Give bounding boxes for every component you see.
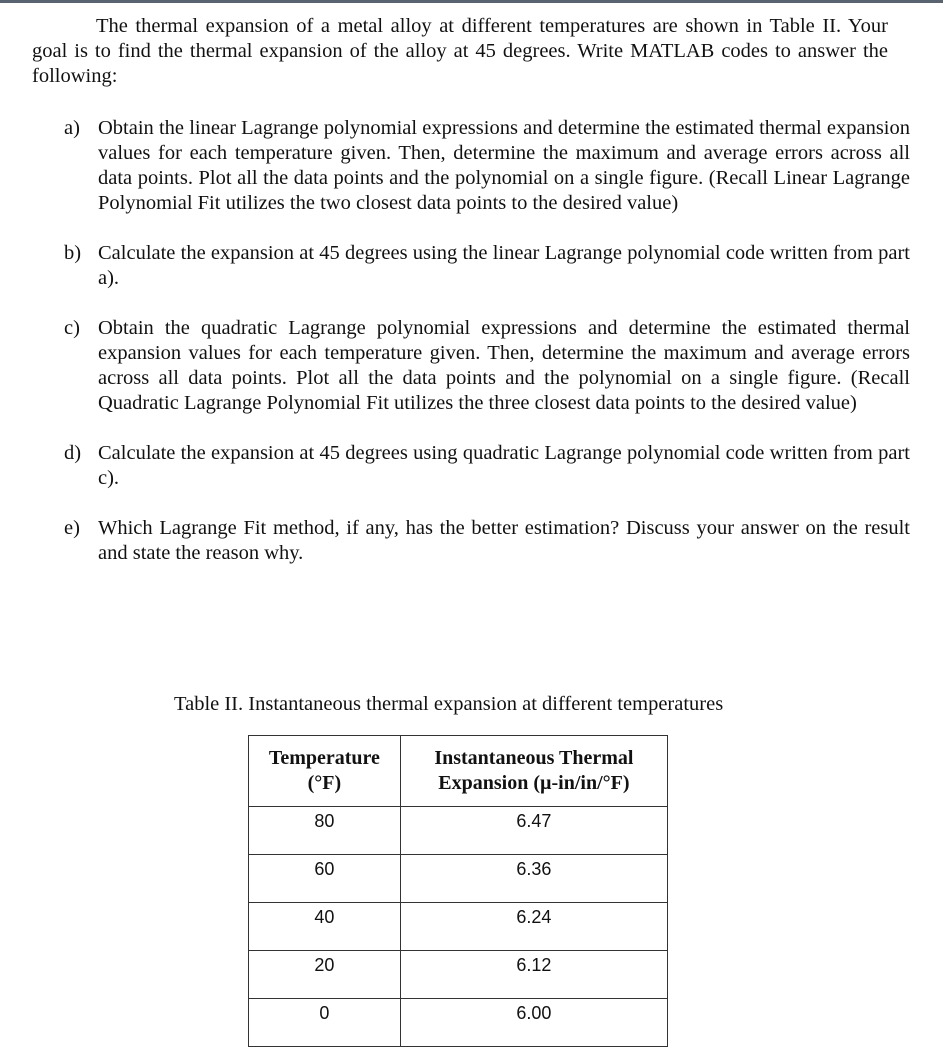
expansion-cell: 6.47 (400, 807, 667, 855)
question-item-e (64, 516, 910, 566)
question-label: d) (64, 442, 82, 464)
table-caption: Table II. Instantaneous thermal expansion at different temperatures (174, 693, 724, 715)
question-text: Calculate the expansion at 45 degrees using the linear Lagrange polynomial code written from part a). (98, 242, 910, 289)
question-item-c (64, 316, 910, 416)
header-expansion (400, 736, 667, 807)
question-text: Obtain the quadratic Lagrange polynomial expressions and determine the estimated thermal expansion values for each temperature given. Then, determine the maximum and average errors across all data points. Plot all the data points and the polynomial on a single figure. (Recall Quadratic Lagrange Polynomial Fit utilizes the three closest data points to the desired value) (98, 317, 910, 414)
question-item-d (64, 441, 910, 491)
header-text: Temperature (268, 747, 380, 769)
expansion-cell: 6.36 (400, 855, 667, 903)
header-temperature (249, 736, 401, 807)
temperature-cell: 80 (249, 807, 401, 855)
question-label: b) (64, 242, 82, 264)
question-text: Obtain the linear Lagrange polynomial expressions and determine the estimated thermal expansion values for each temperature given. Then, determine the maximum and average errors across all data points. Plot all the data points and the polynomial on a single figure. (Recall Linear Lagrange Polynomial Fit utilizes the two closest data points to the desired value) (98, 117, 910, 214)
question-item-a (64, 116, 910, 216)
expansion-cell: 6.12 (400, 951, 667, 999)
header-text: Expansion (µ-in/in/°F) (438, 772, 630, 794)
question-item-b (64, 241, 910, 291)
expansion-cell: 6.24 (400, 903, 667, 951)
table-row (249, 807, 668, 855)
question-text: Calculate the expansion at 45 degrees using quadratic Lagrange polynomial code written from part c). (98, 442, 910, 489)
question-list (64, 116, 910, 566)
header-text: (°F) (307, 772, 342, 794)
temperature-cell: 40 (249, 903, 401, 951)
table-row (249, 903, 668, 951)
header-text: Instantaneous Thermal (434, 747, 634, 769)
question-label: c) (64, 317, 80, 339)
table-header-row (249, 736, 668, 807)
temperature-cell: 0 (249, 999, 401, 1047)
temperature-cell: 20 (249, 951, 401, 999)
top-border-line (0, 0, 943, 3)
expansion-cell: 6.00 (400, 999, 667, 1047)
table-row (249, 855, 668, 903)
question-text: Which Lagrange Fit method, if any, has the better estimation? Discuss your answer on the result and state the reason why. (98, 517, 910, 564)
table-row (249, 951, 668, 999)
intro-paragraph: The thermal expansion of a metal alloy at different temperatures are shown in Table II. Your goal is to find the thermal expansion of the alloy at 45 degrees. Write MATLAB codes to answer the following: (32, 15, 888, 87)
temperature-cell: 60 (249, 855, 401, 903)
table-row (249, 999, 668, 1047)
question-label: e) (64, 517, 80, 539)
data-table (248, 735, 668, 1047)
question-label: a) (64, 117, 80, 139)
